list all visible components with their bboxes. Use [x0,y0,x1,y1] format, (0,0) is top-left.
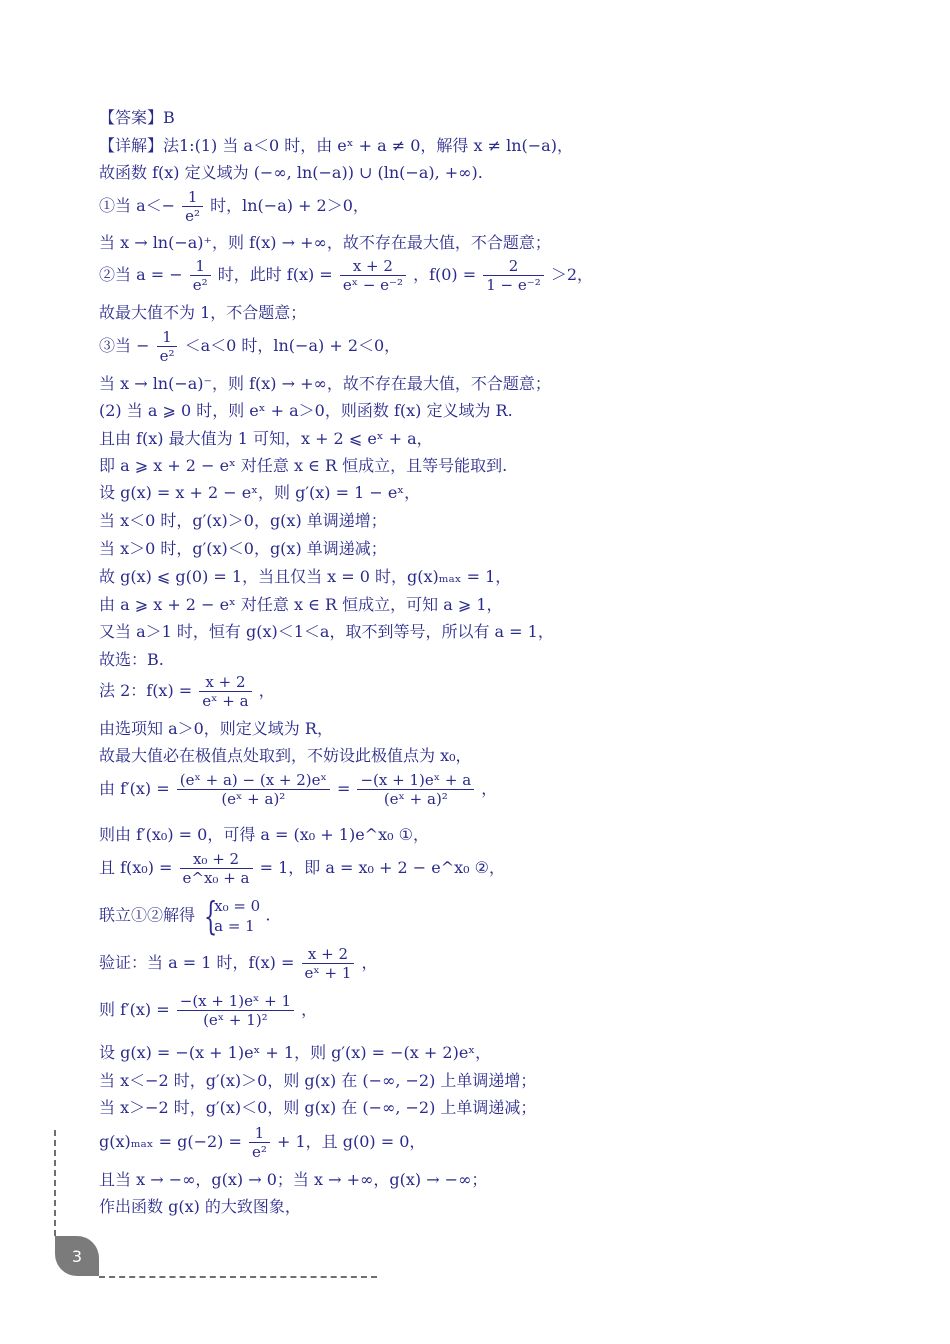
fraction-f0 [483,257,543,294]
verify-line [99,945,378,982]
solution-line-21: 由选项知 a＞0，则定义域为 R， [99,719,333,738]
solution-line-9: 当 x → ln(−a)⁻，则 f(x) → +∞，故不存在最大值，不合题意； [99,374,551,393]
fraction-numerator: 1 [249,1124,270,1143]
case-2-mid: 时，此时 f(x) = [217,265,333,284]
fraction-numerator: x + 2 [302,945,355,964]
fraction-numerator: 1 [182,188,203,207]
derivative-line [99,771,497,808]
fraction-numerator: x + 2 [199,673,251,692]
fraction-numerator: x + 2 [340,257,406,276]
answer-line: 【答案】B [99,108,175,127]
fraction-denominator: e² [252,1143,267,1161]
fraction-denominator: 1 − e⁻² [486,276,541,294]
solution-line-11: 且由 f(x) 最大值为 1 可知，x + 2 ⩽ eˣ + a， [99,429,433,448]
page-border-dashed-horizontal [99,1276,377,1278]
case-2-text: ②当 a = − [99,265,183,284]
fraction-numerator: (eˣ + a) − (x + 2)eˣ [177,771,330,790]
fraction-numerator: x₀ + 2 [180,850,253,869]
fraction-numerator: 1 [190,257,211,276]
solution-line-13: 设 g(x) = x + 2 − eˣ，则 g′(x) = 1 − eˣ， [99,483,421,502]
fraction-numerator: 1 [157,328,178,347]
fraction-denominator: (eˣ + a)² [221,790,286,808]
solution-line-18: 又当 a＞1 时，恒有 g(x)＜1＜a，取不到等号，所以有 a = 1， [99,622,554,641]
solution-line-30: 当 x＜−2 时，g′(x)＞0，则 g(x) 在 (−∞, −2) 上单调递增； [99,1071,537,1090]
fraction-denominator: eˣ − e⁻² [342,276,403,294]
fraction-denominator: e² [185,207,201,225]
fraction-one-over-e2 [190,257,211,294]
system-row-1: x₀ = 0 [214,897,261,915]
fraction-one-over-e2 [182,188,203,225]
fraction-derivative-1 [177,771,330,808]
fraction-f-at-neg [340,257,406,294]
fraction-f-a1 [302,945,355,982]
gmax-text: g(x)ₘₐₓ = g(−2) = [99,1132,242,1151]
fx0-tail: = 1，即 a = x₀ + 2 − e^x₀ ②， [259,858,505,877]
system-line [99,896,270,936]
fraction-denominator: e² [159,347,175,365]
solution-line-31: 当 x＞−2 时，g′(x)＜0，则 g(x) 在 (−∞, −2) 上单调递减； [99,1098,537,1117]
case-1-line [99,188,369,225]
solution-line-2: 故函数 f(x) 定义域为 (−∞, ln(−a)) ∪ (ln(−a), +∞). [99,163,483,182]
fraction-derivative-2 [357,771,474,808]
solution-line-17: 由 a ⩾ x + 2 − eˣ 对任意 x ∈ R 恒成立，可知 a ⩾ 1， [99,595,503,614]
fx0-text: 且 f(x₀) = [99,858,173,877]
brace-icon: { [204,894,218,938]
fraction-denominator: e² [192,276,208,294]
gmax-tail: + 1，且 g(0) = 0， [276,1132,426,1151]
equation-system [204,896,260,936]
solution-line-5: 当 x → ln(−a)⁺，则 f(x) → +∞，故不存在最大值，不合题意； [99,233,551,252]
derivative-a1-text: 则 f′(x) = [99,1000,170,1019]
derivative-equals: = [336,779,351,798]
solution-line-1: 【详解】法1:(1) 当 a＜0 时，由 eˣ + a ≠ 0，解得 x ≠ ln(−a)， [99,136,573,155]
solution-line-22: 故最大值必在极值点处取到，不妨设此极值点为 x₀， [99,746,472,765]
fraction-denominator: (eˣ + a)² [383,790,448,808]
solution-line-10: (2) 当 a ⩾ 0 时，则 eˣ + a＞0，则函数 f(x) 定义域为 R. [99,401,513,420]
fraction-fp-a1 [177,992,294,1029]
fx0-line [99,850,505,887]
case-1-text: ①当 a＜− [99,196,176,215]
solution-line-7: 故最大值不为 1，不合题意； [99,303,307,322]
verify-text: 验证：当 a = 1 时，f(x) = [99,953,295,972]
system-row-2: a = 1 [214,917,255,935]
case-2-line [99,257,593,294]
solution-line-29: 设 g(x) = −(x + 1)eˣ + 1，则 g′(x) = −(x + 2)eˣ， [99,1043,492,1062]
method-2-tail: ， [258,681,275,700]
verify-tail: ， [361,953,378,972]
fraction-numerator: −(x + 1)eˣ + a [357,771,474,790]
fraction-one-over-e2 [249,1124,270,1161]
system-tail: . [265,905,271,925]
fraction-denominator: eˣ + a [202,692,249,710]
fraction-fx0 [180,850,253,887]
page-number-badge [55,1236,99,1276]
method-2-text: 法 2：f(x) = [99,681,193,700]
derivative-a1-tail: ， [301,1000,318,1019]
derivative-tail: ， [481,779,498,798]
case-2-mid2: ，f(0) = [413,265,477,284]
solution-line-24: 则由 f′(x₀) = 0，可得 a = (x₀ + 1)e^x₀ ①， [99,825,429,844]
solution-line-19: 故选：B. [99,650,164,669]
derivative-text: 由 f′(x) = [99,779,170,798]
fraction-one-over-e2 [157,328,178,365]
case-2-tail: ＞2， [550,265,593,284]
solution-line-15: 当 x＞0 时，g′(x)＜0，g(x) 单调递减； [99,539,387,558]
method-2-line [99,673,275,710]
solution-line-14: 当 x＜0 时，g′(x)＞0，g(x) 单调递增； [99,511,387,530]
derivative-a1-line [99,992,317,1029]
solution-line-16: 故 g(x) ⩽ g(0) = 1，当且仅当 x = 0 时，g(x)ₘₐₓ = 1， [99,567,512,586]
gmax-line [99,1124,425,1161]
fraction-denominator: e^x₀ + a [182,869,250,887]
fraction-denominator: (eˣ + 1)² [203,1011,268,1029]
fraction-numerator: −(x + 1)eˣ + 1 [177,992,294,1011]
case-3-tail: ＜a＜0 时，ln(−a) + 2＜0， [184,336,401,355]
fraction-numerator: 2 [483,257,543,276]
system-text: 联立①②解得 [99,905,196,925]
page-border-dashed-vertical [54,1130,56,1236]
solution-line-33: 且当 x → −∞，g(x) → 0；当 x → +∞，g(x) → −∞； [99,1170,488,1189]
case-1-tail: 时，ln(−a) + 2＞0， [210,196,369,215]
fraction-f-def [199,673,251,710]
page-number: 3 [71,1246,83,1266]
fraction-denominator: eˣ + 1 [304,964,352,982]
solution-line-34: 作出函数 g(x) 的大致图象， [99,1197,301,1216]
case-3-text: ③当 − [99,336,150,355]
case-3-line [99,328,400,365]
solution-line-12: 即 a ⩾ x + 2 − eˣ 对任意 x ∈ R 恒成立，且等号能取到. [99,456,508,475]
